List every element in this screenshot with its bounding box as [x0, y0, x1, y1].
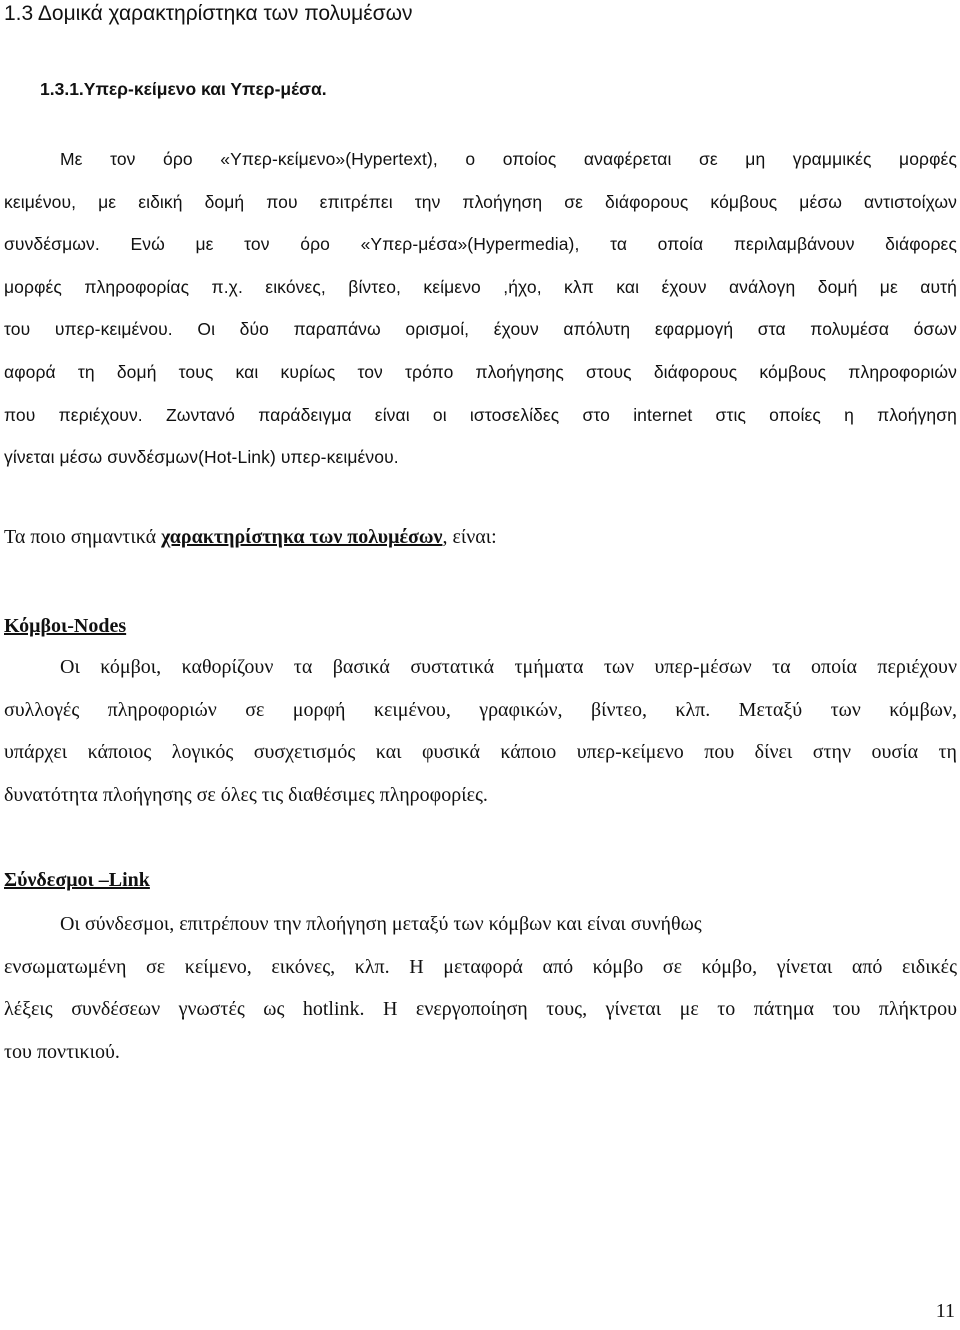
- lead-emphasis: χαρακτηρίστηκα των πολυμέσων: [161, 526, 443, 548]
- nodes-line: συλλογές πληροφοριών σε μορφή κειμένου, γραφικών, βίντεο, κλπ. Μεταξύ των κόμβων,: [4, 698, 957, 721]
- links-line: του ποντικιού.: [4, 1040, 120, 1063]
- nodes-line: υπάρχει κάποιος λογικός συσχετισμός και φυσικά κάποιο υπερ-κείμενο που δίνει στην ουσία τη: [4, 741, 957, 764]
- lead-text-before: Τα ποιο σημαντικά: [4, 526, 162, 548]
- intro-line: αφορά τη δομή τους και κυρίως τον τρόπο πλοήγησης στους διάφορους κόμβους πληροφοριών: [4, 361, 957, 382]
- intro-paragraph: [4, 138, 957, 479]
- nodes-paragraph: [4, 646, 957, 816]
- section-heading: 1.3 Δομικά χαρακτηρίστηκα των πολυμέσων: [4, 2, 413, 25]
- intro-line: γίνεται μέσω συνδέσμων(Hot-Link) υπερ-κειμένου.: [4, 447, 399, 468]
- intro-line: μορφές πληροφορίας π.χ. εικόνες, βίντεο, κείμενο ,ήχο, κλπ και έχουν ανάλογη δομή με αυτή: [4, 276, 957, 297]
- intro-line: συνδέσμων. Ενώ με τον όρο «Υπερ-μέσα»(Hypermedia), τα οποία περιλαμβάνουν διάφορες: [4, 234, 957, 255]
- page-number: 11: [935, 1300, 955, 1322]
- intro-line: κειμένου, με ειδική δομή που επιτρέπει την πλοήγηση σε διάφορους κόμβους μέσω αντιστοίχων: [4, 191, 957, 212]
- links-line: ενσωματωμένη σε κείμενο, εικόνες, κλπ. Η μεταφορά από κόμβο σε κόμβο, γίνεται από ειδικές: [4, 955, 957, 978]
- subsection-heading: 1.3.1.Υπερ-κείμενο και Υπερ-μέσα.: [40, 79, 327, 99]
- nodes-line: Οι κόμβοι, καθορίζουν τα βασικά συστατικά τμήματα των υπερ-μέσων τα οποία περιέχουν: [60, 656, 957, 678]
- nodes-line: δυνατότητα πλοήγησης σε όλες τις διαθέσιμες πληροφορίες.: [4, 783, 488, 806]
- intro-line: του υπερ-κειμένου. Οι δύο παραπάνω ορισμοί, έχουν απόλυτη εφαρμογή στα πολυμέσα όσων: [4, 319, 957, 340]
- intro-line: Με τον όρο «Υπερ-κείμενο»(Hypertext), ο οποίος αναφέρεται σε μη γραμμικές μορφές: [60, 149, 957, 169]
- links-line: Οι σύνδεσμοι, επιτρέπουν την πλοήγηση μεταξύ των κόμβων και είναι συνήθως: [60, 913, 702, 935]
- key-features-intro: [4, 523, 497, 551]
- links-paragraph: [4, 903, 957, 1073]
- links-line: λέξεις συνδέσεων γνωστές ως hotlink. Η ενεργοποίηση τους, γίνεται με το πάτημα του πλήκτρου: [4, 998, 957, 1021]
- intro-line: που περιέχουν. Ζωντανό παράδειγμα είναι οι ιστοσελίδες στο internet στις οποίες η πλοήγηση: [4, 404, 957, 425]
- nodes-heading: Κόμβοι-Nodes: [4, 615, 127, 637]
- links-heading: Σύνδεσμοι –Link: [4, 869, 150, 891]
- lead-text-after: , είναι:: [442, 526, 497, 548]
